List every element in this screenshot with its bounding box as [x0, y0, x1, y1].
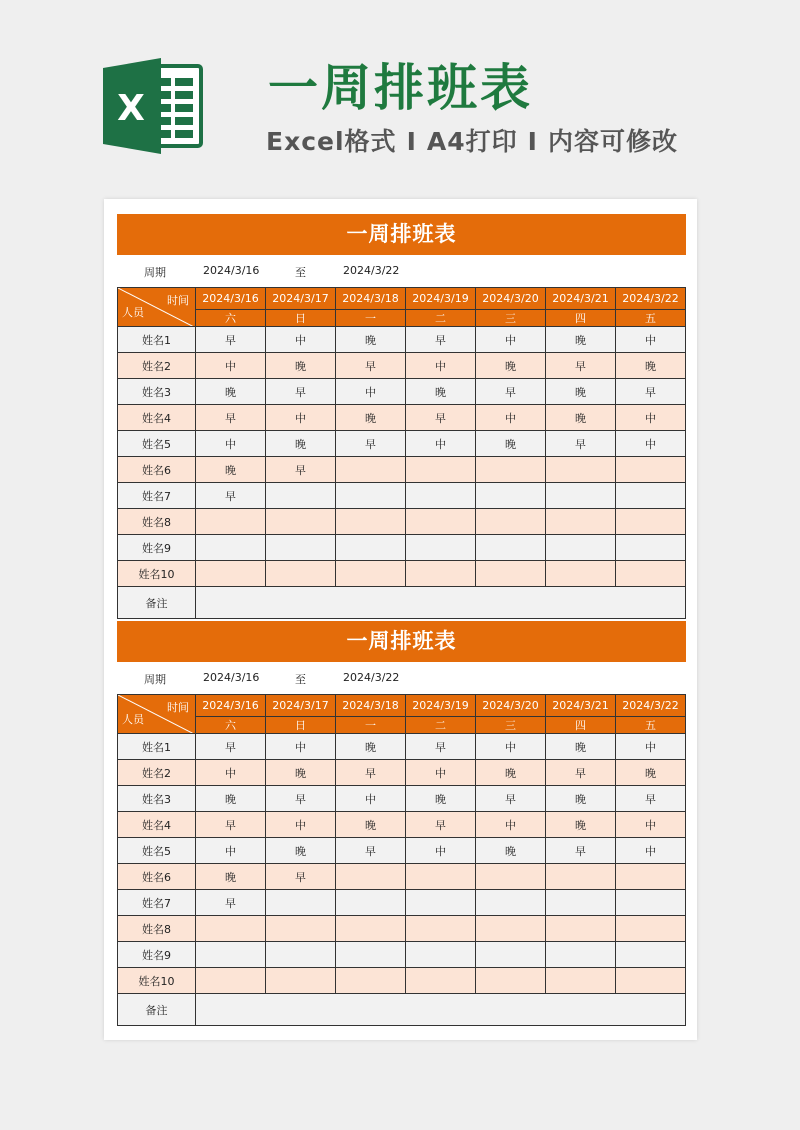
- shift-cell[interactable]: 中: [196, 760, 266, 786]
- shift-cell[interactable]: 中: [266, 405, 336, 431]
- date-header: 2024/3/22: [616, 695, 686, 717]
- staff-name-cell[interactable]: 姓名1: [118, 327, 196, 353]
- staff-name-cell[interactable]: 姓名3: [118, 379, 196, 405]
- shift-cell[interactable]: [546, 483, 616, 509]
- shift-cell[interactable]: 早: [196, 483, 266, 509]
- shift-cell[interactable]: 中: [616, 812, 686, 838]
- shift-cell[interactable]: [196, 942, 266, 968]
- shift-cell[interactable]: [616, 561, 686, 587]
- staff-name-cell[interactable]: 姓名2: [118, 353, 196, 379]
- period-label: 周期: [144, 673, 166, 686]
- shift-cell[interactable]: 中: [616, 327, 686, 353]
- shift-cell[interactable]: 中: [616, 734, 686, 760]
- shift-cell[interactable]: 早: [266, 786, 336, 812]
- corner-person-label: 人员: [122, 713, 144, 726]
- shift-cell[interactable]: [406, 916, 476, 942]
- shift-cell[interactable]: 中: [406, 760, 476, 786]
- subtitle-format: Excel格式: [266, 127, 397, 156]
- shift-cell[interactable]: 早: [406, 734, 476, 760]
- shift-cell[interactable]: [196, 509, 266, 535]
- shift-cell[interactable]: 早: [196, 734, 266, 760]
- shift-cell[interactable]: 早: [616, 786, 686, 812]
- corner-person-label: 人员: [122, 306, 144, 319]
- shift-cell[interactable]: [616, 864, 686, 890]
- shift-cell[interactable]: 晚: [616, 760, 686, 786]
- weekday-header: 四: [546, 717, 616, 734]
- shift-cell[interactable]: 中: [476, 812, 546, 838]
- shift-cell[interactable]: [546, 457, 616, 483]
- shift-cell[interactable]: 中: [196, 353, 266, 379]
- table-row: [118, 535, 686, 561]
- sheet-title: 一周排班表: [117, 214, 686, 255]
- date-header: 2024/3/18: [336, 288, 406, 310]
- shift-cell[interactable]: 中: [616, 838, 686, 864]
- excel-logo-icon: [103, 58, 203, 154]
- date-header: 2024/3/17: [266, 695, 336, 717]
- shift-cell[interactable]: [616, 509, 686, 535]
- shift-cell[interactable]: 中: [406, 431, 476, 457]
- table-row: [118, 457, 686, 483]
- shift-cell[interactable]: [406, 968, 476, 994]
- shift-cell[interactable]: 晚: [546, 379, 616, 405]
- shift-cell[interactable]: 晚: [616, 353, 686, 379]
- shift-cell[interactable]: 早: [196, 405, 266, 431]
- note-row: [118, 587, 686, 619]
- period-to: 至: [295, 673, 306, 686]
- weekday-header: 日: [266, 310, 336, 327]
- sheet-title: 一周排班表: [117, 621, 686, 662]
- schedule-sheet: [117, 621, 686, 1026]
- shift-cell[interactable]: 早: [266, 379, 336, 405]
- shift-cell[interactable]: 晚: [476, 353, 546, 379]
- subtitle-separator: I: [406, 127, 417, 156]
- shift-cell[interactable]: 早: [616, 379, 686, 405]
- shift-cell[interactable]: [336, 916, 406, 942]
- shift-cell[interactable]: [476, 968, 546, 994]
- shift-cell[interactable]: [406, 890, 476, 916]
- weekday-header: 五: [616, 717, 686, 734]
- shift-cell[interactable]: [266, 509, 336, 535]
- shift-cell[interactable]: 晚: [266, 838, 336, 864]
- shift-cell[interactable]: [476, 457, 546, 483]
- shift-cell[interactable]: [476, 561, 546, 587]
- weekday-header: 四: [546, 310, 616, 327]
- staff-name-cell[interactable]: 姓名7: [118, 890, 196, 916]
- shift-cell[interactable]: 晚: [546, 786, 616, 812]
- table-row: [118, 561, 686, 587]
- shift-cell[interactable]: 早: [196, 327, 266, 353]
- date-header: 2024/3/20: [476, 695, 546, 717]
- staff-name-cell[interactable]: 姓名4: [118, 812, 196, 838]
- shift-cell[interactable]: 早: [336, 353, 406, 379]
- shift-cell[interactable]: 中: [616, 405, 686, 431]
- shift-cell[interactable]: 早: [476, 786, 546, 812]
- period-start[interactable]: 2024/3/16: [203, 671, 260, 684]
- shift-cell[interactable]: [546, 561, 616, 587]
- note-field[interactable]: [196, 587, 686, 619]
- shift-cell[interactable]: 晚: [336, 812, 406, 838]
- shift-cell[interactable]: 晚: [476, 838, 546, 864]
- table-row: [118, 812, 686, 838]
- table-row: [118, 734, 686, 760]
- shift-cell[interactable]: [616, 535, 686, 561]
- shift-cell[interactable]: 晚: [546, 734, 616, 760]
- shift-cell[interactable]: [266, 535, 336, 561]
- note-row: [118, 994, 686, 1026]
- table-row: [118, 405, 686, 431]
- shift-cell[interactable]: [476, 864, 546, 890]
- table-row: [118, 890, 686, 916]
- weekday-header: 三: [476, 310, 546, 327]
- shift-cell[interactable]: [266, 561, 336, 587]
- shift-cell[interactable]: [476, 916, 546, 942]
- weekday-header: 一: [336, 310, 406, 327]
- shift-cell[interactable]: [616, 457, 686, 483]
- shift-cell[interactable]: 早: [546, 353, 616, 379]
- period-row: [117, 255, 686, 287]
- shift-cell[interactable]: [266, 942, 336, 968]
- note-label: 备注: [118, 994, 196, 1026]
- weekday-header: 二: [406, 717, 476, 734]
- shift-cell[interactable]: 晚: [196, 379, 266, 405]
- shift-cell[interactable]: 晚: [546, 327, 616, 353]
- date-header: 2024/3/16: [196, 288, 266, 310]
- table-row: [118, 968, 686, 994]
- shift-cell[interactable]: 早: [266, 864, 336, 890]
- shift-cell[interactable]: [336, 483, 406, 509]
- shift-cell[interactable]: 中: [336, 379, 406, 405]
- shift-cell[interactable]: 早: [336, 431, 406, 457]
- subtitle-separator: I: [527, 127, 538, 156]
- shift-cell[interactable]: [336, 509, 406, 535]
- table-row: [118, 942, 686, 968]
- period-end[interactable]: 2024/3/22: [343, 264, 400, 277]
- shift-cell[interactable]: [266, 916, 336, 942]
- staff-name-cell[interactable]: 姓名6: [118, 457, 196, 483]
- staff-name-cell[interactable]: 姓名4: [118, 405, 196, 431]
- shift-cell[interactable]: [406, 483, 476, 509]
- shift-cell[interactable]: 晚: [266, 353, 336, 379]
- shift-cell[interactable]: 早: [196, 890, 266, 916]
- shift-cell[interactable]: [196, 916, 266, 942]
- svg-text:X: X: [117, 88, 145, 129]
- shift-cell[interactable]: [266, 483, 336, 509]
- shift-cell[interactable]: [406, 864, 476, 890]
- date-header: 2024/3/21: [546, 288, 616, 310]
- table-row: [118, 327, 686, 353]
- shift-cell[interactable]: 晚: [266, 760, 336, 786]
- weekday-header: 一: [336, 717, 406, 734]
- schedule-table: [117, 694, 686, 1026]
- period-end[interactable]: 2024/3/22: [343, 671, 400, 684]
- staff-name-cell[interactable]: 姓名7: [118, 483, 196, 509]
- date-header: 2024/3/22: [616, 288, 686, 310]
- staff-name-cell[interactable]: 姓名8: [118, 916, 196, 942]
- shift-cell[interactable]: 晚: [196, 864, 266, 890]
- shift-cell[interactable]: [336, 561, 406, 587]
- shift-cell[interactable]: 中: [266, 812, 336, 838]
- shift-cell[interactable]: [616, 942, 686, 968]
- shift-cell[interactable]: 晚: [336, 405, 406, 431]
- shift-cell[interactable]: [336, 864, 406, 890]
- schedule-table: [117, 287, 686, 619]
- corner-time-label: 时间: [167, 294, 189, 307]
- weekday-header: 六: [196, 310, 266, 327]
- staff-name-cell[interactable]: 姓名10: [118, 561, 196, 587]
- corner-header: [118, 695, 196, 734]
- shift-cell[interactable]: 中: [336, 786, 406, 812]
- shift-cell[interactable]: [476, 890, 546, 916]
- note-label: 备注: [118, 587, 196, 619]
- corner-header: [118, 288, 196, 327]
- shift-cell[interactable]: [616, 483, 686, 509]
- shift-cell[interactable]: [546, 864, 616, 890]
- table-row: [118, 864, 686, 890]
- staff-name-cell[interactable]: 姓名10: [118, 968, 196, 994]
- shift-cell[interactable]: [546, 916, 616, 942]
- shift-cell[interactable]: [196, 561, 266, 587]
- shift-cell[interactable]: 晚: [266, 431, 336, 457]
- table-row: [118, 379, 686, 405]
- shift-cell[interactable]: 晚: [546, 812, 616, 838]
- shift-cell[interactable]: 晚: [546, 405, 616, 431]
- table-row: [118, 916, 686, 942]
- shift-cell[interactable]: [476, 942, 546, 968]
- shift-cell[interactable]: 早: [406, 327, 476, 353]
- shift-cell[interactable]: 早: [336, 838, 406, 864]
- shift-cell[interactable]: 早: [266, 457, 336, 483]
- shift-cell[interactable]: [406, 535, 476, 561]
- shift-cell[interactable]: [546, 535, 616, 561]
- table-row: [118, 431, 686, 457]
- shift-cell[interactable]: 早: [196, 812, 266, 838]
- period-label: 周期: [144, 266, 166, 279]
- staff-name-cell[interactable]: 姓名8: [118, 509, 196, 535]
- shift-cell[interactable]: [616, 890, 686, 916]
- period-to: 至: [295, 266, 306, 279]
- shift-cell[interactable]: 中: [476, 327, 546, 353]
- shift-cell[interactable]: [406, 942, 476, 968]
- weekday-header: 五: [616, 310, 686, 327]
- shift-cell[interactable]: 中: [266, 734, 336, 760]
- table-row: [118, 353, 686, 379]
- shift-cell[interactable]: [476, 483, 546, 509]
- schedule-sheet: [117, 214, 686, 619]
- shift-cell[interactable]: [546, 509, 616, 535]
- date-header: 2024/3/18: [336, 695, 406, 717]
- paper-preview: [104, 199, 697, 1040]
- table-row: [118, 760, 686, 786]
- shift-cell[interactable]: 早: [336, 760, 406, 786]
- shift-cell[interactable]: [546, 968, 616, 994]
- shift-cell[interactable]: 早: [546, 760, 616, 786]
- staff-name-cell[interactable]: 姓名9: [118, 535, 196, 561]
- shift-cell[interactable]: 晚: [476, 431, 546, 457]
- shift-cell[interactable]: 中: [406, 838, 476, 864]
- shift-cell[interactable]: 中: [196, 838, 266, 864]
- shift-cell[interactable]: [406, 561, 476, 587]
- shift-cell[interactable]: [336, 942, 406, 968]
- staff-name-cell[interactable]: 姓名1: [118, 734, 196, 760]
- table-row: [118, 838, 686, 864]
- shift-cell[interactable]: 晚: [476, 760, 546, 786]
- table-row: [118, 786, 686, 812]
- date-header: 2024/3/19: [406, 695, 476, 717]
- shift-cell[interactable]: [196, 535, 266, 561]
- shift-cell[interactable]: [336, 968, 406, 994]
- shift-cell[interactable]: 早: [476, 379, 546, 405]
- shift-cell[interactable]: 早: [406, 405, 476, 431]
- shift-cell[interactable]: 中: [196, 431, 266, 457]
- note-field[interactable]: [196, 994, 686, 1026]
- shift-cell[interactable]: 晚: [196, 457, 266, 483]
- date-header: 2024/3/19: [406, 288, 476, 310]
- shift-cell[interactable]: [196, 968, 266, 994]
- shift-cell[interactable]: [336, 535, 406, 561]
- subtitle-editable: 内容可修改: [547, 127, 678, 156]
- shift-cell[interactable]: [546, 942, 616, 968]
- corner-time-label: 时间: [167, 701, 189, 714]
- table-row: [118, 483, 686, 509]
- shift-cell[interactable]: 早: [546, 431, 616, 457]
- shift-cell[interactable]: 中: [476, 405, 546, 431]
- page-title: 一周排班表: [268, 59, 533, 117]
- shift-cell[interactable]: [476, 509, 546, 535]
- shift-cell[interactable]: [476, 535, 546, 561]
- shift-cell[interactable]: [406, 457, 476, 483]
- shift-cell[interactable]: 晚: [406, 786, 476, 812]
- weekday-header: 二: [406, 310, 476, 327]
- weekday-header: 六: [196, 717, 266, 734]
- shift-cell[interactable]: [266, 968, 336, 994]
- staff-name-cell[interactable]: 姓名5: [118, 838, 196, 864]
- staff-name-cell[interactable]: 姓名3: [118, 786, 196, 812]
- staff-name-cell[interactable]: 姓名9: [118, 942, 196, 968]
- shift-cell[interactable]: 晚: [336, 327, 406, 353]
- shift-cell[interactable]: 中: [266, 327, 336, 353]
- shift-cell[interactable]: 早: [546, 838, 616, 864]
- shift-cell[interactable]: 中: [616, 431, 686, 457]
- date-header: 2024/3/20: [476, 288, 546, 310]
- date-header: 2024/3/16: [196, 695, 266, 717]
- table-row: [118, 509, 686, 535]
- shift-cell[interactable]: [336, 457, 406, 483]
- date-header: 2024/3/21: [546, 695, 616, 717]
- shift-cell[interactable]: 晚: [336, 734, 406, 760]
- period-start[interactable]: 2024/3/16: [203, 264, 260, 277]
- weekday-header: 日: [266, 717, 336, 734]
- subtitle-print: A4打印: [426, 127, 518, 156]
- shift-cell[interactable]: [406, 509, 476, 535]
- shift-cell[interactable]: [336, 890, 406, 916]
- period-row: [117, 662, 686, 694]
- staff-name-cell[interactable]: 姓名6: [118, 864, 196, 890]
- shift-cell[interactable]: [616, 916, 686, 942]
- weekday-header: 三: [476, 717, 546, 734]
- staff-name-cell[interactable]: 姓名5: [118, 431, 196, 457]
- shift-cell[interactable]: 中: [476, 734, 546, 760]
- shift-cell[interactable]: 晚: [196, 786, 266, 812]
- page-subtitle: [266, 124, 678, 160]
- shift-cell[interactable]: [266, 890, 336, 916]
- shift-cell[interactable]: [616, 968, 686, 994]
- staff-name-cell[interactable]: 姓名2: [118, 760, 196, 786]
- date-header: 2024/3/17: [266, 288, 336, 310]
- shift-cell[interactable]: 早: [406, 812, 476, 838]
- shift-cell[interactable]: [546, 890, 616, 916]
- shift-cell[interactable]: 晚: [406, 379, 476, 405]
- shift-cell[interactable]: 中: [406, 353, 476, 379]
